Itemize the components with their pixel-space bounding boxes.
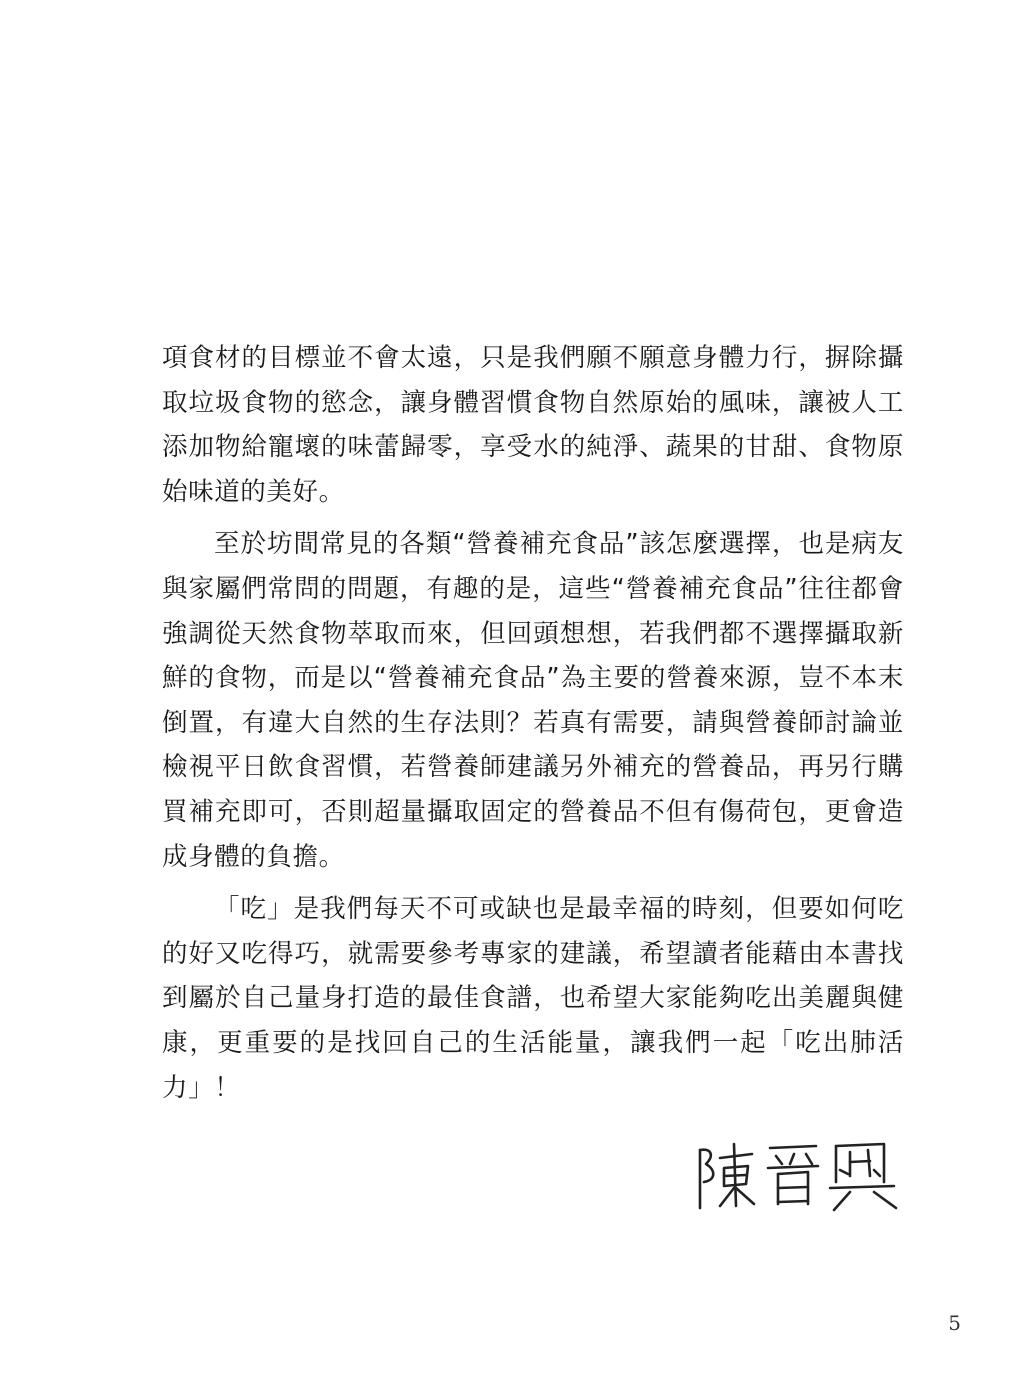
paragraph-2: 至於坊間常見的各類“營養補充食品”該怎麼選擇，也是病友與家屬們常問的問題，有趣的是，這些“營養補充食品”往往都會強調從天然食物萃取而來，但回頭想想，若我們都不選擇攝取新鮮的食物，而是以“營養補充食品”為主要的營養來源，豈不本末倒置，有違大自然的生存法則？若真有需要，請與營養師討論並檢視平日飲食習慣，若營養師建議另外補充的營養品，再另行購買補充即可，否則超量攝取固定的營養品不但有傷荷包，更會造成身體的負擔。 [162, 529, 904, 872]
body-text [162, 336, 904, 1110]
paragraph-1: 項食材的目標並不會太遠，只是我們願不願意身體力行，摒除攝取垃圾食物的慾念，讓身體習慣食物自然原始的風味，讓被人工添加物給寵壞的味蕾歸零，享受水的純淨、蔬果的甘甜、食物原始味道的美好。 [162, 343, 904, 507]
page-number: 5 [948, 1311, 961, 1335]
paragraph-3: 「吃」是我們每天不可或缺也是最幸福的時刻，但要如何吃的好又吃得巧，就需要參考專家的建議，希望讀者能藉由本書找到屬於自己量身打造的最佳食譜，也希望大家能夠吃出美麗與健康，更重要的是找回自己的生活能量，讓我們一起「吃出肺活力」！ [162, 894, 904, 1103]
handwritten-signature [690, 1136, 905, 1216]
